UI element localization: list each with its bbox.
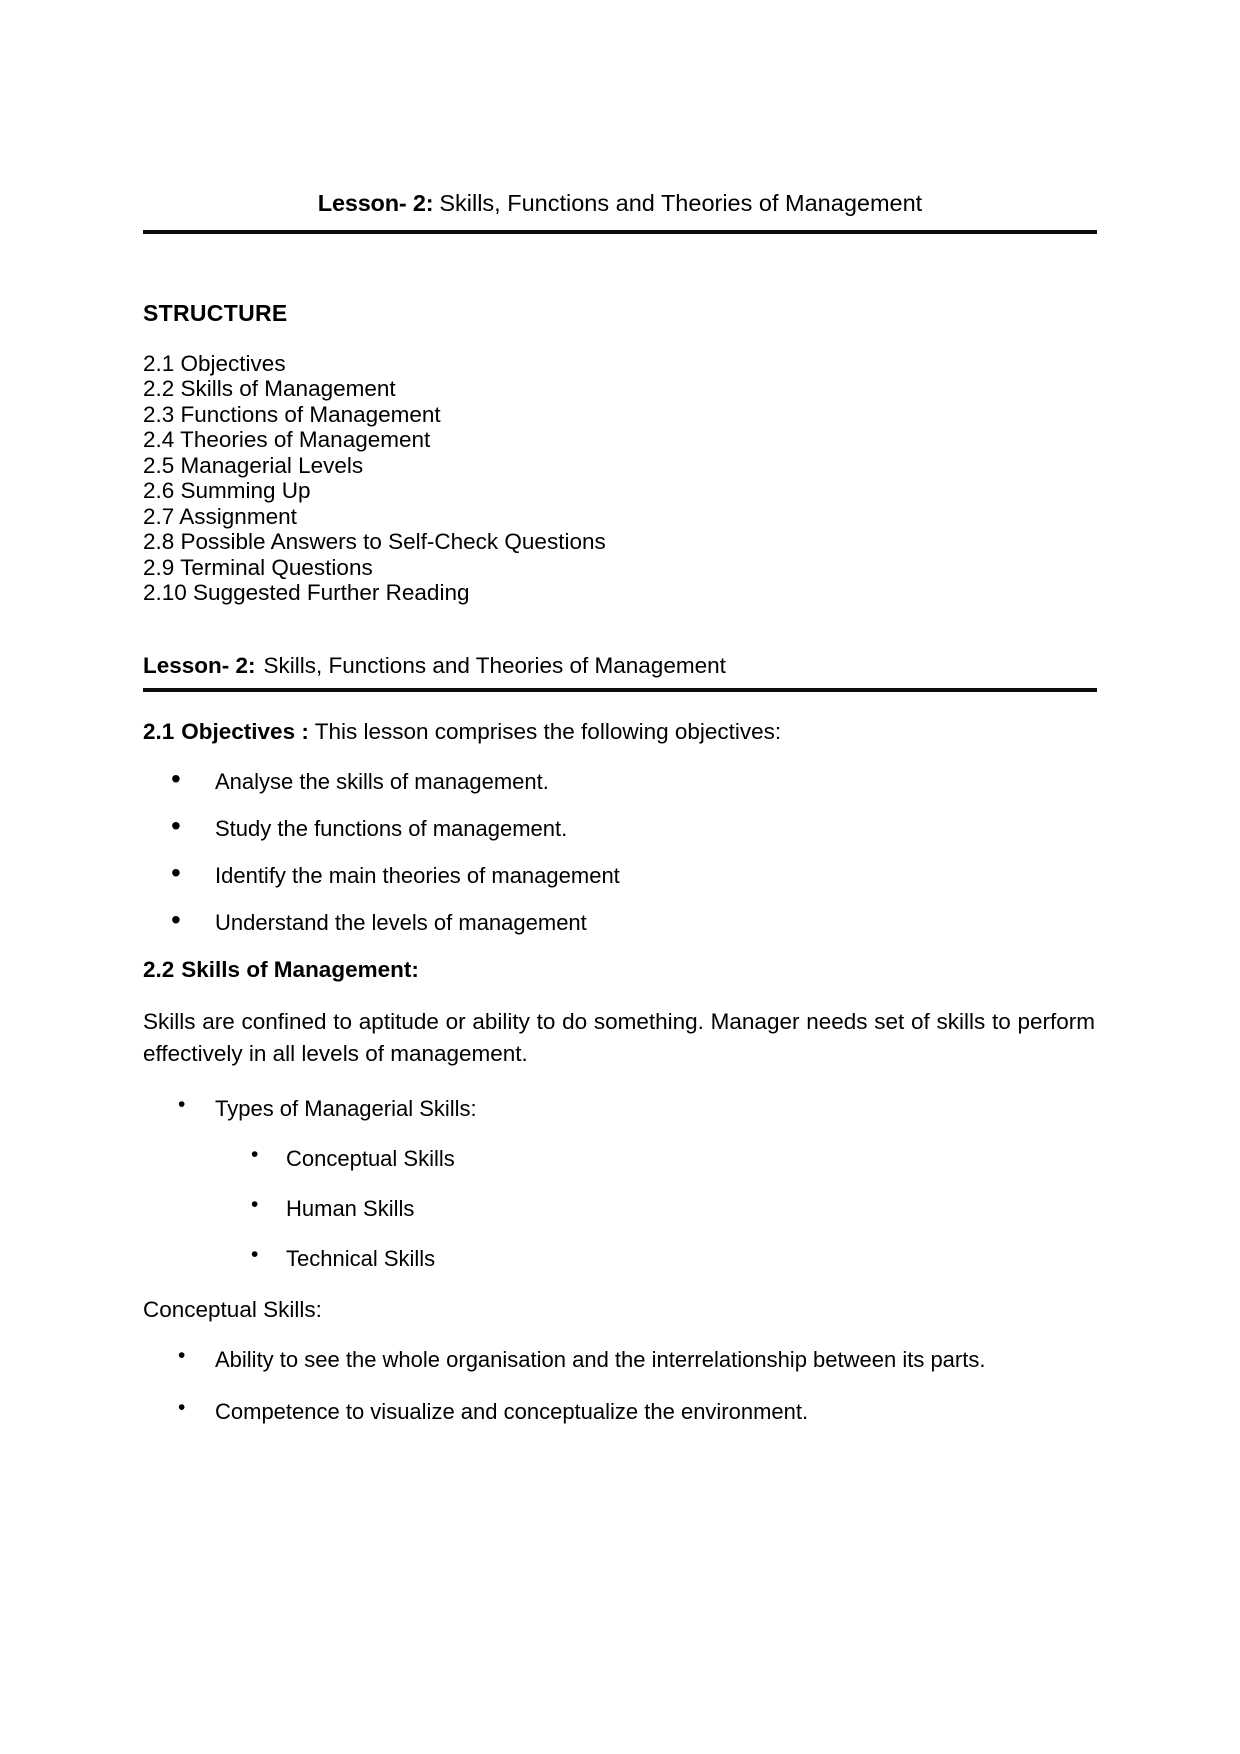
conceptual-skills-point: • Ability to see the whole organisation and the interrelationship between its parts.: [143, 1346, 1097, 1374]
objective-item: • Analyse the skills of management.: [143, 769, 1097, 795]
managerial-skills-sublist: [143, 1146, 1097, 1272]
skill-type-item: • Conceptual Skills: [143, 1146, 1097, 1172]
objectives-intro-text: This lesson comprises the following objectives:: [314, 718, 782, 744]
managerial-skills-types-label: • Types of Managerial Skills:: [143, 1096, 1097, 1122]
skills-section-title: Skills of Management:: [181, 956, 419, 982]
running-head-lesson-label: Lesson- 2:: [317, 190, 434, 216]
skill-type-item: • Technical Skills: [143, 1246, 1097, 1272]
running-head: [143, 188, 1097, 219]
toc-item[interactable]: 2.4 Theories of Management: [143, 427, 431, 453]
page-content: [143, 0, 1097, 1450]
section-heading: [143, 653, 1097, 679]
toc-item[interactable]: 2.8 Possible Answers to Self-Check Questions: [143, 529, 606, 555]
running-head-rule: [143, 230, 1097, 234]
objective-item: • Understand the levels of management: [143, 910, 1097, 936]
skill-type-item: • Human Skills: [143, 1196, 1097, 1222]
objectives-keyword: Objectives :: [181, 718, 309, 744]
objective-item: • Identify the main theories of management: [143, 863, 1097, 889]
objectives-number: 2.1: [143, 718, 175, 744]
running-head-lesson-title: Skills, Functions and Theories of Management: [439, 190, 923, 216]
toc-item[interactable]: 2.9 Terminal Questions: [143, 554, 373, 580]
conceptual-skills-point: • Competence to visualize and conceptualize the environment.: [143, 1398, 1097, 1426]
objective-item: • Study the functions of management.: [143, 816, 1097, 842]
skills-section-number: 2.2: [143, 956, 175, 982]
section-heading-rule: [143, 688, 1097, 692]
conceptual-skills-points-list: [143, 1346, 1097, 1426]
managerial-skills-types-list: [143, 1096, 1097, 1122]
objectives-list: [143, 769, 1097, 936]
toc-item[interactable]: 2.3 Functions of Management: [143, 401, 441, 427]
toc-item[interactable]: 2.2 Skills of Management: [143, 376, 396, 402]
structure-heading: STRUCTURE: [143, 299, 288, 326]
toc-item[interactable]: 2.10 Suggested Further Reading: [143, 580, 470, 606]
objectives-heading: [143, 719, 1097, 745]
toc-item[interactable]: 2.6 Summing Up: [143, 478, 311, 504]
skills-paragraph: Skills are confined to aptitude or ability to do something. Manager needs set of skills to perform effectively in all levels of management.: [143, 1008, 1095, 1066]
section-heading-lesson-label: Lesson- 2:: [143, 652, 256, 678]
structure-toc-list: [143, 351, 1097, 606]
toc-item[interactable]: 2.5 Managerial Levels: [143, 452, 364, 478]
toc-item[interactable]: 2.7 Assignment: [143, 503, 297, 529]
conceptual-skills-label: Conceptual Skills:: [143, 1296, 322, 1322]
section-heading-lesson-title: Skills, Functions and Theories of Management: [263, 652, 726, 678]
toc-item[interactable]: 2.1 Objectives: [143, 350, 286, 376]
skills-section-heading: [143, 957, 1097, 983]
